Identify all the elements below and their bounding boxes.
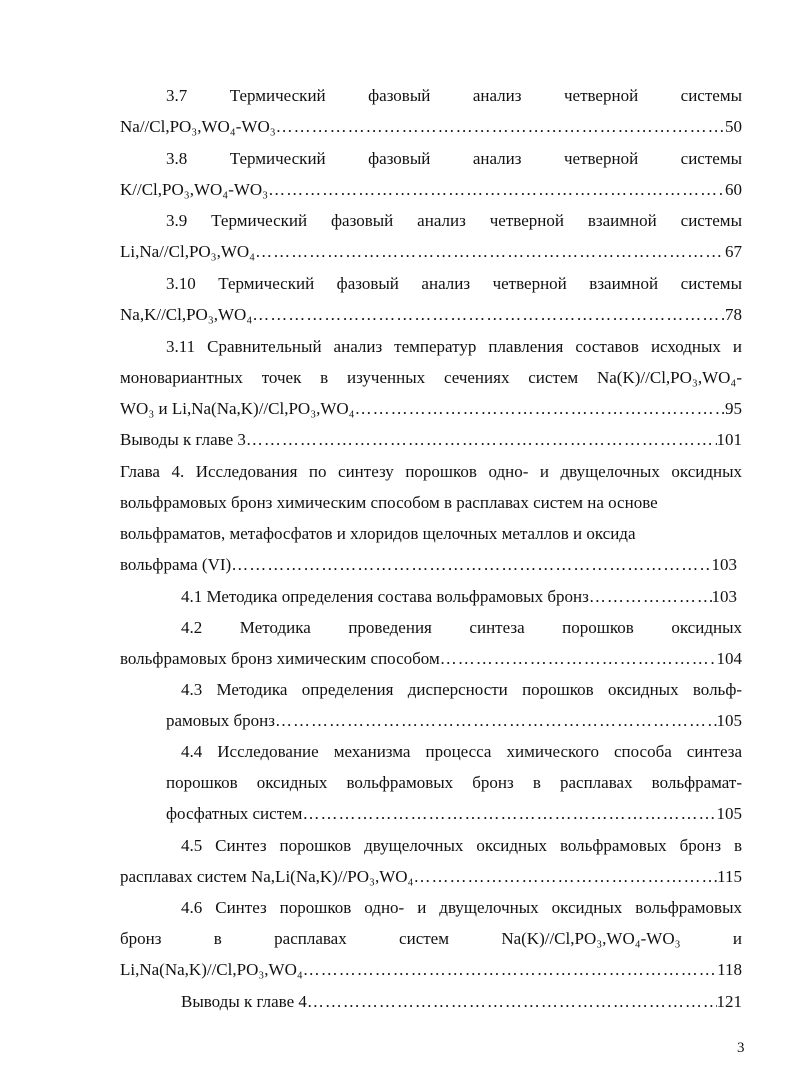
toc-entry-4-5-line1: 4.5 Синтез порошков двущелочных оксидных вольфрамовых бронз в	[181, 836, 742, 855]
toc-entry-4-1[interactable]	[181, 587, 737, 607]
toc-entry-title: расплавах систем Na,Li(Na,K)//PO₃,WO₄	[120, 867, 414, 886]
toc-entry-3-8-line1: 3.8 Термический фазовый анализ четверной системы	[166, 149, 742, 168]
toc-entry-3-7-line1: 3.7 Термический фазовый анализ четверной системы	[166, 86, 742, 105]
leader-dots	[355, 399, 725, 419]
leader-dots	[302, 804, 716, 824]
page-number: 3	[737, 1040, 745, 1056]
toc-page-number: 78	[725, 305, 742, 324]
toc-page-number: 50	[725, 117, 742, 136]
leader-dots	[440, 649, 717, 669]
leader-dots	[276, 117, 725, 137]
toc-page-number: 105	[716, 804, 742, 823]
leader-dots	[589, 587, 712, 607]
leader-dots	[252, 305, 725, 325]
toc-entry-title: K//Cl,PO₃,WO₄-WO₃	[120, 180, 269, 199]
toc-entry-4-2-line1: 4.2 Методика проведения синтеза порошков оксидных	[181, 618, 742, 637]
toc-entry-4-6[interactable]	[120, 960, 742, 980]
toc-entry-4-5[interactable]	[120, 867, 742, 887]
toc-page-number: 104	[716, 649, 742, 668]
toc-entry-title: Выводы к главе 4	[181, 992, 307, 1011]
toc-entry-title: Na,K//Cl,PO₃,WO₄	[120, 305, 253, 324]
leader-dots	[307, 992, 717, 1012]
leader-dots	[246, 430, 717, 450]
toc-page-number: 67	[725, 242, 742, 261]
toc-entry-title: Li,Na//Cl,PO₃,WO₄	[120, 242, 256, 261]
toc-entry-3-11-line1: 3.11 Сравнительный анализ температур плавления составов исходных и	[166, 337, 742, 356]
toc-entry-4-2[interactable]	[120, 649, 742, 669]
leader-dots	[413, 867, 717, 887]
toc-entry-3-9-line1: 3.9 Термический фазовый анализ четверной взаимной системы	[166, 211, 742, 230]
toc-entry-title: Li,Na(Na,K)//Cl,PO₃,WO₄	[120, 960, 303, 979]
toc-entry-4-6-line1: 4.6 Синтез порошков одно- и двущелочных оксидных вольфрамовых	[181, 898, 742, 917]
toc-entry-4-4-line2: порошков оксидных вольфрамовых бронз в расплавах вольфрамат-	[166, 773, 742, 792]
toc-entry-chapter-4-line3: вольфраматов, метафосфатов и хлоридов щелочных металлов и оксида	[120, 524, 636, 543]
toc-entry-conclusions-3[interactable]	[120, 430, 742, 450]
leader-dots	[255, 242, 725, 262]
toc-entry-title: Выводы к главе 3	[120, 430, 246, 449]
toc-entry-4-3-line1: 4.3 Методика определения дисперсности порошков оксидных вольф-	[181, 680, 742, 699]
toc-entry-3-7[interactable]	[120, 117, 742, 137]
toc-page-number: 118	[717, 960, 742, 979]
toc-page-number: 101	[716, 430, 742, 449]
leader-dots	[268, 180, 725, 200]
toc-page-number: 105	[716, 711, 742, 730]
toc-page-number: 60	[725, 180, 742, 199]
leader-dots	[303, 960, 717, 980]
toc-entry-title: 4.1 Методика определения состава вольфрамовых бронз	[181, 587, 589, 606]
toc-entry-3-10[interactable]	[120, 305, 742, 325]
toc-entry-3-9[interactable]	[120, 242, 742, 262]
toc-entry-3-11-line2: моновариантных точек в изученных сечениях систем Na(K)//Cl,PO₃,WO₄-	[120, 368, 742, 387]
leader-dots	[231, 555, 711, 575]
leader-dots	[275, 711, 717, 731]
toc-entry-chapter-4-line2: вольфрамовых бронз химическим способом в расплавах систем на основе	[120, 493, 658, 512]
toc-entry-3-10-line1: 3.10 Термический фазовый анализ четверной взаимной системы	[166, 274, 742, 293]
toc-entry-4-4[interactable]	[166, 804, 742, 824]
toc-entry-title: Na//Cl,PO₃,WO₄-WO₃	[120, 117, 276, 136]
toc-entry-4-6-line2: бронз в расплавах систем Na(K)//Cl,PO₃,WO₄-WO₃ и	[120, 929, 742, 948]
toc-page-number: 103	[711, 587, 737, 606]
toc-page-number: 115	[717, 867, 742, 886]
toc-entry-3-11[interactable]	[120, 399, 742, 419]
toc-entry-4-4-line1: 4.4 Исследование механизма процесса химического способа синтеза	[181, 742, 742, 761]
toc-page-number: 95	[725, 399, 742, 418]
toc-entry-title: фосфатных систем	[166, 804, 303, 823]
toc-page-number: 121	[716, 992, 742, 1011]
toc-entry-title: вольфрамовых бронз химическим способом	[120, 649, 440, 668]
toc-entry-conclusions-4[interactable]	[181, 992, 742, 1012]
toc-page-number: 103	[711, 555, 737, 574]
toc-entry-title: рамовых бронз	[166, 711, 275, 730]
toc-entry-4-3[interactable]	[166, 711, 742, 731]
toc-entry-title: WO₃ и Li,Na(Na,K)//Cl,PO₃,WO₄	[120, 399, 355, 418]
toc-entry-chapter-4[interactable]	[120, 555, 737, 575]
toc-entry-3-8[interactable]	[120, 180, 742, 200]
toc-entry-title: вольфрама (VI)	[120, 555, 232, 574]
toc-entry-chapter-4-line1: Глава 4. Исследования по синтезу порошков одно- и двущелочных оксидных	[120, 462, 742, 481]
